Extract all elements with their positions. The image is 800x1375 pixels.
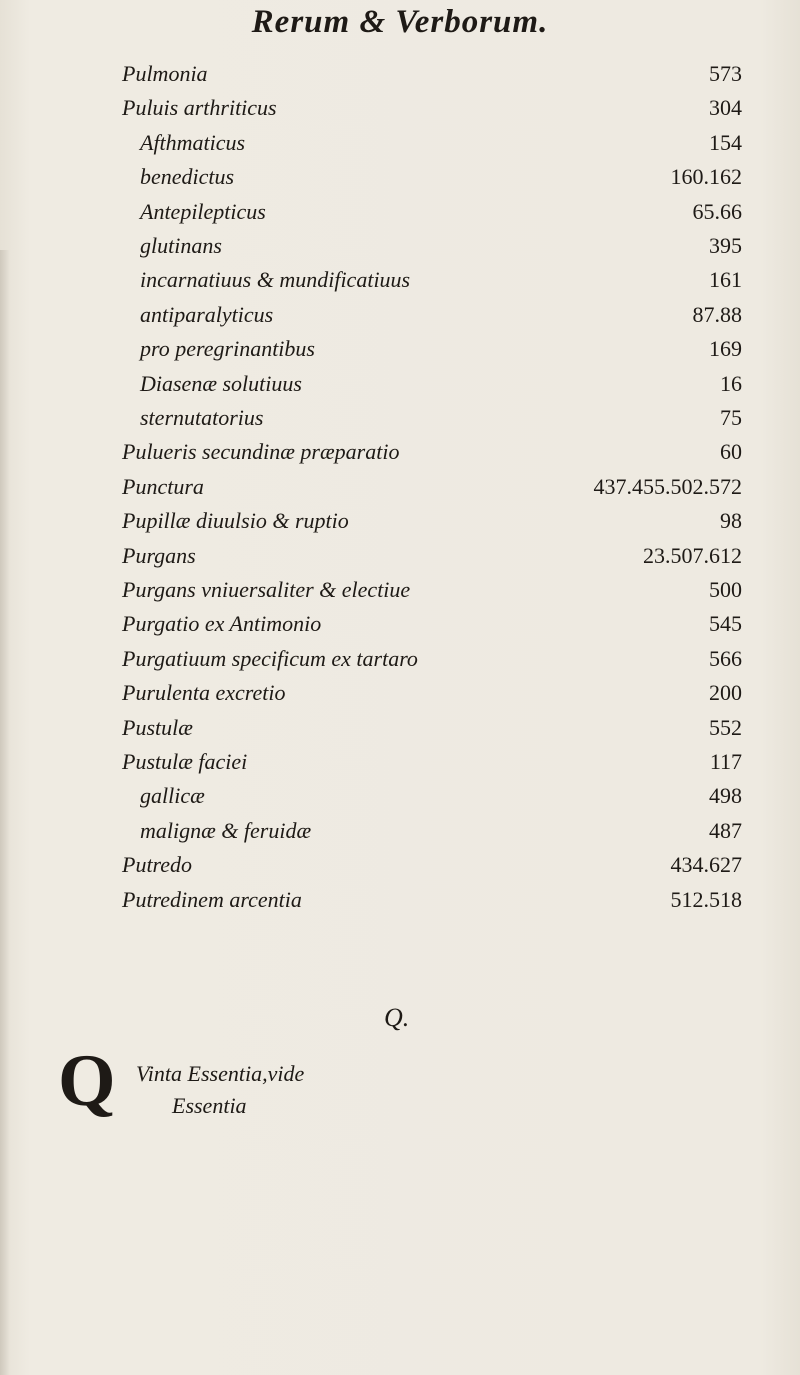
index-entry [0, 473, 800, 501]
page-reference: 75 [720, 405, 742, 430]
page-reference: 23.507.612 [643, 543, 742, 568]
index-entry [0, 404, 800, 432]
index-term: Purgatio ex Antimonio [122, 611, 322, 636]
page-reference: 304 [709, 95, 742, 120]
page-reference: 161 [709, 267, 742, 292]
index-entry [0, 679, 800, 707]
page-reference: 65.66 [692, 199, 742, 224]
page-reference: 552 [709, 715, 742, 740]
index-entry [0, 851, 800, 879]
index-entry [0, 507, 800, 535]
running-head: Rerum & Verborum. [251, 4, 549, 40]
index-entry [0, 163, 800, 191]
page-reference: 566 [709, 646, 742, 671]
index-entry [0, 301, 800, 329]
index-term: Pupillæ diuulsio & ruptio [122, 508, 349, 533]
index-entry [0, 610, 800, 638]
page-reference: 60 [720, 439, 742, 464]
index-entry [0, 645, 800, 673]
index-entry [0, 576, 800, 604]
page-reference: 498 [709, 783, 742, 808]
page-reference: 545 [709, 611, 742, 636]
index-entry [0, 714, 800, 742]
index-term: pro peregrinantibus [140, 336, 315, 361]
index-term: Purgans [122, 543, 196, 568]
page-reference: 169 [709, 336, 742, 361]
page-reference: 512.518 [670, 887, 742, 912]
index-term: benedictus [140, 164, 235, 189]
page-reference: 500 [709, 577, 742, 602]
page-reference: 434.627 [670, 852, 742, 877]
index-term: Antepilepticus [140, 199, 266, 224]
index-term: Diasenæ solutiuus [140, 371, 302, 396]
index-term: incarnatiuus & mundificatiuus [140, 267, 411, 292]
index-entry [0, 94, 800, 122]
index-term: antiparalyticus [140, 302, 274, 327]
section-letter-q: Q. [384, 1003, 410, 1032]
index-term: Putredo [122, 852, 193, 877]
index-term: Puluis arthriticus [122, 95, 277, 120]
index-entry [0, 198, 800, 226]
page-reference: 87.88 [692, 302, 742, 327]
index-term: Putredinem arcentia [122, 887, 302, 912]
index-term: Pustulæ faciei [122, 749, 248, 774]
index-term: Pulueris secundinæ præparatio [122, 439, 400, 464]
index-entry [0, 748, 800, 776]
page-reference: 160.162 [670, 164, 742, 189]
index-term: sternutatorius [140, 405, 264, 430]
index-term: Purgatiuum specificum ex tartaro [122, 646, 418, 671]
index-entry [0, 782, 800, 810]
index-term: gallicæ [140, 783, 205, 808]
index-term: Purulenta excretio [122, 680, 286, 705]
index-entry [0, 886, 800, 914]
index-term: Pulmonia [122, 61, 208, 86]
index-entry [0, 335, 800, 363]
page-reference: 16 [720, 371, 742, 396]
index-term: Afthmaticus [140, 130, 246, 155]
page-reference: 573 [709, 61, 742, 86]
page-reference: 154 [709, 130, 742, 155]
index-entry [0, 129, 800, 157]
page-reference: 395 [709, 233, 742, 258]
index-term: malignæ & feruidæ [140, 818, 312, 843]
index-term: Punctura [122, 474, 204, 499]
page-reference: 117 [709, 749, 742, 774]
index-entry [0, 266, 800, 294]
index-term: Pustulæ [122, 715, 193, 740]
index-entry [0, 232, 800, 260]
page-reference: 437.455.502.572 [593, 474, 742, 499]
index-term: glutinans [140, 233, 222, 258]
page-reference: 200 [709, 680, 742, 705]
drop-cap-q: Q [58, 1040, 116, 1122]
index-term: Purgans vniuersaliter & electiue [122, 577, 411, 602]
q-entry-line-2: Essentia [172, 1093, 247, 1118]
index-entry [0, 817, 800, 845]
index-entry [0, 60, 800, 88]
index-entry [0, 438, 800, 466]
q-entry-line-1: Vinta Essentia,vide [136, 1061, 305, 1086]
index-entry [0, 370, 800, 398]
page-reference: 487 [709, 818, 742, 843]
index-entry [0, 542, 800, 570]
page-reference: 98 [720, 508, 742, 533]
